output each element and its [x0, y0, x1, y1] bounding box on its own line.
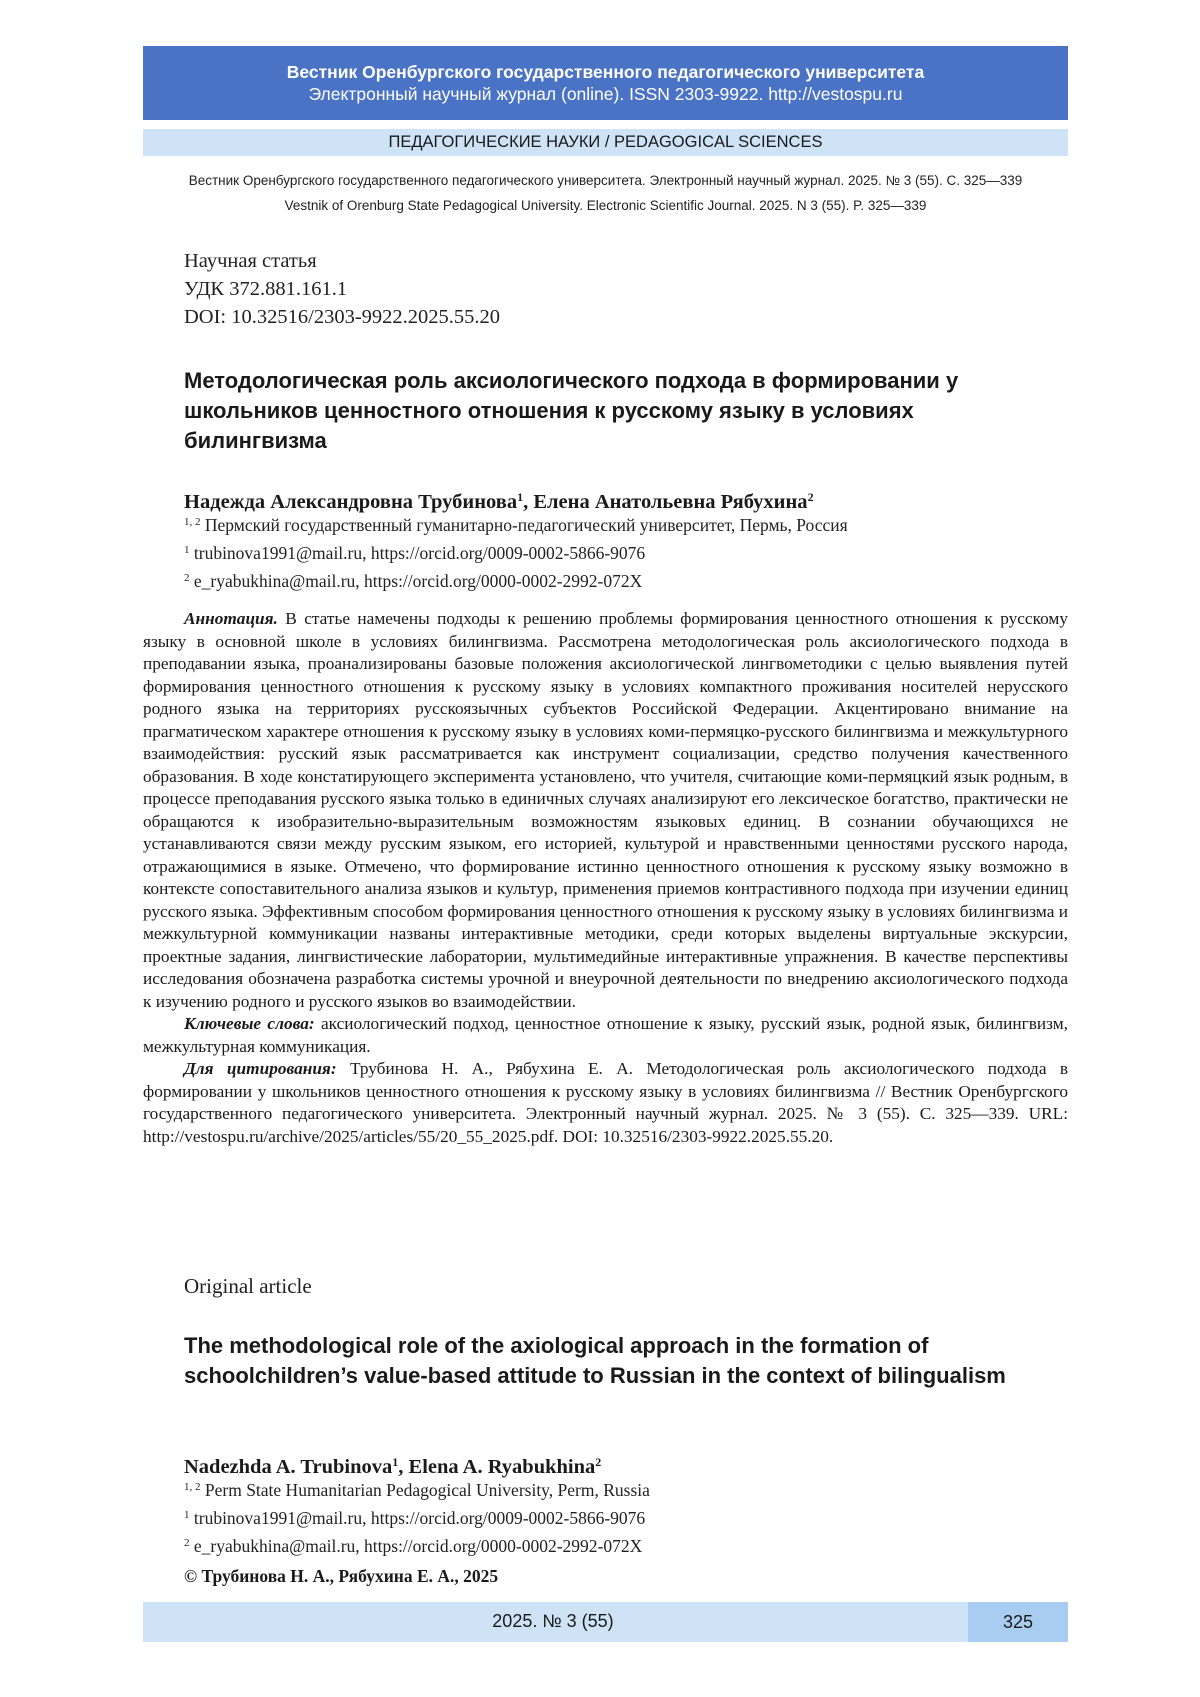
journal-header	[143, 46, 1068, 120]
affiliation-org-text: Пермский государственный гуманитарно-педагогический университет, Пермь, Россия	[200, 515, 848, 535]
abstract-paragraph	[143, 608, 1068, 1013]
contact-2-sup: 2	[184, 572, 190, 584]
author-1-sup: 1	[517, 490, 524, 504]
article-title-ru: Методологическая роль аксиологического подхода в формировании у школьников ценностного отношения к русскому языку в условиях билингвизма	[184, 368, 959, 453]
copyright-notice: © Трубинова Н. А., Рябухина Е. А., 2025	[184, 1566, 499, 1586]
author-1-sup-en: 1	[392, 1455, 399, 1469]
affiliation-org-sup-en: 1, 2	[184, 1481, 201, 1493]
affiliation-contact-1-en	[184, 1503, 650, 1531]
section-banner: ПЕДАГОГИЧЕСКИЕ НАУКИ / PEDAGOGICAL SCIENCES	[143, 129, 1068, 156]
contact-2-text: e_ryabukhina@mail.ru, https://orcid.org/0000-0002-2992-072X	[189, 571, 643, 591]
author-separator: ,	[523, 491, 534, 513]
affiliations-en	[184, 1475, 650, 1559]
page-number: 325	[968, 1602, 1068, 1642]
affiliation-org-text-en: Perm State Humanitarian Pedagogical University, Perm, Russia	[200, 1480, 650, 1500]
author-separator-en: ,	[398, 1456, 409, 1478]
abstract-label: Аннотация.	[184, 609, 278, 628]
citation-line-en: Vestnik of Orenburg State Pedagogical University. Electronic Scientific Journal. 2025. N 3 (55). P. 325—339	[284, 198, 927, 213]
keywords-label: Ключевые слова:	[184, 1014, 315, 1033]
keywords-text: аксиологический подход, ценностное отношение к языку, русский язык, родной язык, билингвизм, межкультурная коммуникация.	[143, 1014, 1068, 1056]
article-type: Научная статья	[184, 250, 317, 272]
author-2-sup-en: 2	[595, 1455, 602, 1469]
citation-line-ru: Вестник Оренбургского государственного педагогического университета. Электронный научный журнал. 2025. № 3 (55). С. 325—339	[188, 173, 1023, 188]
affiliation-contact-1	[184, 538, 848, 566]
contact-1-sup-en: 1	[184, 1509, 190, 1521]
author-2-name: Елена Анатольевна Рябухина	[533, 491, 808, 513]
doi: DOI: 10.32516/2303-9922.2025.55.20	[184, 306, 501, 328]
author-1-name-en: Nadezhda A. Trubinova	[184, 1456, 393, 1478]
affiliation-org	[184, 510, 848, 538]
affiliation-org-sup: 1, 2	[184, 516, 201, 528]
journal-title: Вестник Оренбургского государственного педагогического университета	[286, 62, 925, 82]
footer-issue: 2025. № 3 (55)	[492, 1611, 614, 1631]
udk-code: УДК 372.881.161.1	[184, 278, 348, 300]
cite-text: Трубинова Н. А., Рябухина Е. А. Методологическая роль аксиологического подхода в формировании у школьников ценностного отношения к русскому языку в условиях билингвизма // Вестник Оренбургского государственного педагогического университета. Электронный научный журнал. 2025. № 3 (55). С. 325—339. URL: http://vestospu.ru/archive/2025/articles/55/20_55_2025.pdf. DOI: 10.32516/2303-9922.2025.55.20.	[143, 1059, 1068, 1146]
author-2-sup: 2	[807, 490, 814, 504]
cite-paragraph	[143, 1058, 1068, 1148]
contact-1-sup: 1	[184, 544, 190, 556]
page-footer	[143, 1602, 1068, 1642]
cite-label: Для цитирования:	[184, 1059, 337, 1078]
article-title-en: The methodological role of the axiological approach in the formation of schoolchildren’s value-based attitude to Russian in the context of bilingualism	[184, 1333, 1006, 1388]
affiliation-contact-2	[184, 566, 848, 594]
article-meta-ru	[184, 247, 500, 331]
author-2-name-en: Elena A. Ryabukhina	[408, 1456, 596, 1478]
original-article-label: Original article	[184, 1274, 312, 1298]
abstract-block	[143, 608, 1068, 1148]
contact-2-sup-en: 2	[184, 1537, 190, 1549]
contact-1-text-en: trubinova1991@mail.ru, https://orcid.org/0009-0002-5866-9076	[189, 1508, 646, 1528]
abstract-text: В статье намечены подходы к решению проблемы формирования ценностного отношения к русскому языку в основной школе в условиях билингвизма. Рассмотрена методологическая роль аксиологического подхода в преподавании языка, проанализированы базовые положения аксиологической лингвометодики с целью выявления путей формирования ценностного отношения к русскому языку в условиях компактного проживания носителей нерусского родного языка на территориях русскоязычных субъектов Российской Федерации. Акцентировано внимание на прагматическом характере отношения к русскому языку в условиях коми-пермяцко-русского билингвизма и межкультурного взаимодействия: русский язык рассматривается как инструмент социализации, средство получения качественного образования. В ходе констатирующего эксперимента установлено, что учителя, считающие коми-пермяцкий язык родным, в процессе преподавания русского языка только в единичных случаях анализируют его лексическое богатство, практически не обращаются к изобразительно-выразительным возможностям языковых единиц. В сознании обучающихся не устанавливаются связи между русским языком, его историей, культурой и нравственными ценностями русского народа, отражающимися в языке. Отмечено, что формирование истинно ценностного отношения к русскому языку возможно в контексте сопоставительного анализа языков и культур, применения приемов контрастивного подхода при изучении единиц русского языка. Эффективным способом формирования ценностного отношения к русскому языку в условиях билингвизма и межкультурной коммуникации названы интерактивные методики, среди которых выделены виртуальные экскурсии, проектные задания, лингвистические лаборатории, мультимедийные интерактивные упражнения. В качестве перспективы исследования обозначена разработка системы урочной и внеурочной деятельности по внедрению аксиологического подхода к изучению родного и русского языков во взаимодействии.	[143, 609, 1068, 1011]
affiliation-contact-2-en	[184, 1531, 650, 1559]
journal-subtitle: Электронный научный журнал (online). ISSN 2303-9922. http://vestospu.ru	[308, 84, 903, 104]
citation-lines	[143, 168, 1068, 218]
contact-2-text-en: e_ryabukhina@mail.ru, https://orcid.org/0000-0002-2992-072X	[189, 1536, 643, 1556]
contact-1-text: trubinova1991@mail.ru, https://orcid.org/0009-0002-5866-9076	[189, 543, 646, 563]
affiliations-ru	[184, 510, 848, 594]
keywords-paragraph	[143, 1013, 1068, 1058]
author-1-name: Надежда Александровна Трубинова	[184, 491, 518, 513]
affiliation-org-en	[184, 1475, 650, 1503]
